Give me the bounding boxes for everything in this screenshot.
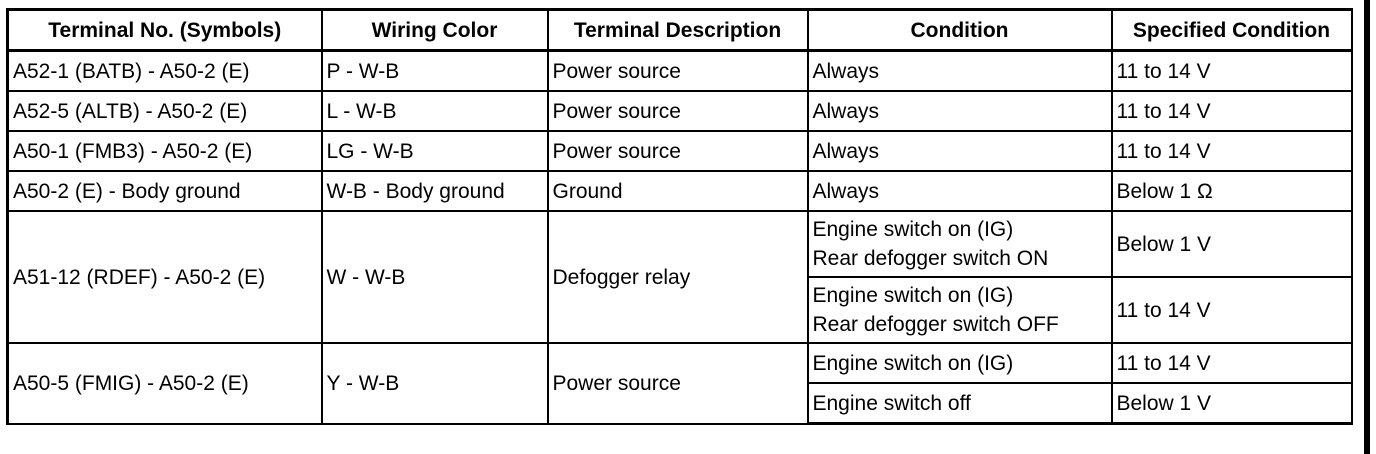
wiring-color-cell: L - W-B <box>322 91 548 131</box>
condition-cell <box>808 211 1112 277</box>
description-cell: Ground <box>548 171 808 211</box>
condition-line: Rear defogger switch OFF <box>812 313 1059 336</box>
description-cell: Power source <box>548 91 808 131</box>
header-condition: Condition <box>808 10 1112 51</box>
table-row <box>8 171 1352 211</box>
specified-condition-cell: 11 to 14 V <box>1112 343 1352 383</box>
condition-cell <box>808 277 1112 343</box>
condition-line: Engine switch on (IG) <box>812 218 1014 241</box>
specified-condition-cell: Below 1 V <box>1112 211 1352 277</box>
page-edge-rule <box>1364 0 1370 454</box>
specified-condition-cell: 11 to 14 V <box>1112 51 1352 92</box>
wiring-color-cell: LG - W-B <box>322 131 548 171</box>
header-specified-condition: Specified Condition <box>1112 10 1352 51</box>
terminal-cell: A52-5 (ALTB) - A50-2 (E) <box>8 91 322 131</box>
specified-condition-cell: Below 1 V <box>1112 383 1352 424</box>
description-cell: Power source <box>548 51 808 92</box>
terminal-cell: A52-1 (BATB) - A50-2 (E) <box>8 51 322 92</box>
condition-cell: Always <box>808 171 1112 211</box>
description-cell: Power source <box>548 131 808 171</box>
specified-condition-cell: Below 1 Ω <box>1112 171 1352 211</box>
header-wiring-color: Wiring Color <box>322 10 548 51</box>
terminal-cell: A50-2 (E) - Body ground <box>8 171 322 211</box>
condition-cell: Engine switch off <box>808 383 1112 424</box>
terminal-cell: A50-5 (FMIG) - A50-2 (E) <box>8 343 322 424</box>
specified-condition-cell: 11 to 14 V <box>1112 277 1352 343</box>
wiring-color-cell: P - W-B <box>322 51 548 92</box>
header-terminal-description: Terminal Description <box>548 10 808 51</box>
wiring-color-cell: W - W-B <box>322 211 548 343</box>
wiring-color-cell: W-B - Body ground <box>322 171 548 211</box>
wiring-color-cell: Y - W-B <box>322 343 548 424</box>
condition-cell: Always <box>808 51 1112 92</box>
description-cell: Defogger relay <box>548 211 808 343</box>
table-header-row <box>8 10 1352 51</box>
condition-cell: Always <box>808 91 1112 131</box>
description-cell: Power source <box>548 343 808 424</box>
terminal-cell: A51-12 (RDEF) - A50-2 (E) <box>8 211 322 343</box>
condition-line: Engine switch on (IG) <box>812 284 1014 307</box>
header-terminal: Terminal No. (Symbols) <box>8 10 322 51</box>
table-row <box>8 51 1352 92</box>
terminal-spec-table <box>6 8 1353 425</box>
specified-condition-cell: 11 to 14 V <box>1112 131 1352 171</box>
condition-cell: Engine switch on (IG) <box>808 343 1112 383</box>
specified-condition-cell: 11 to 14 V <box>1112 91 1352 131</box>
table-row <box>8 131 1352 171</box>
table-row <box>8 91 1352 131</box>
table-row <box>8 343 1352 383</box>
table-row <box>8 211 1352 277</box>
condition-cell: Always <box>808 131 1112 171</box>
condition-line: Rear defogger switch ON <box>812 247 1049 270</box>
terminal-cell: A50-1 (FMB3) - A50-2 (E) <box>8 131 322 171</box>
